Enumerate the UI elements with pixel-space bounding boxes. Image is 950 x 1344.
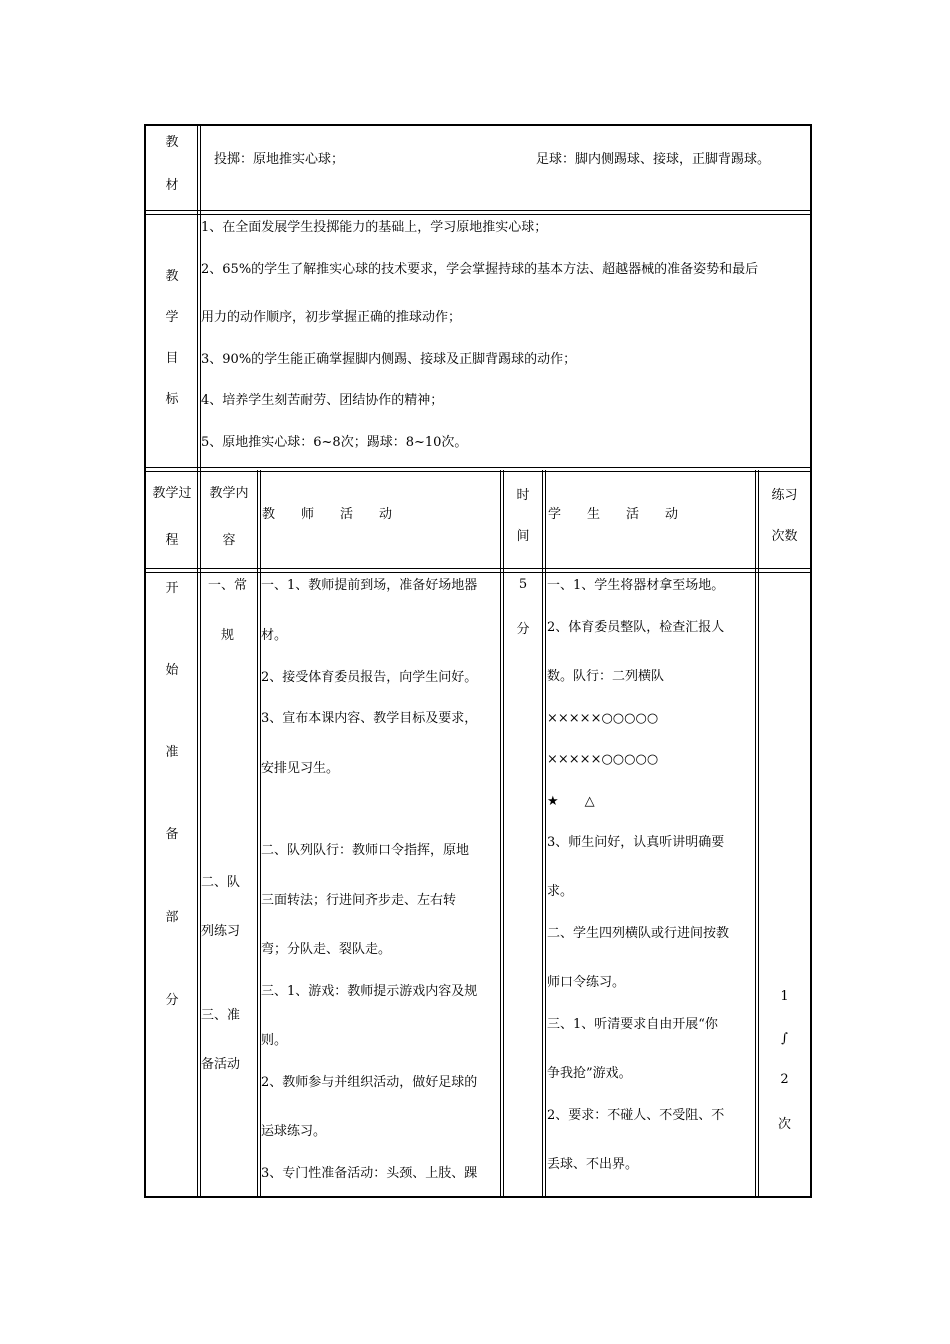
objective-line: 3、90%的学生能正确掌握脚内侧踢、接球及正脚背踢球的动作； xyxy=(201,352,577,367)
process-char: 始 xyxy=(165,663,179,678)
table-frame xyxy=(144,124,812,1198)
count-value: 2 xyxy=(780,1072,789,1087)
student-activity-line: 求。 xyxy=(547,884,574,899)
content-item: 列练习 xyxy=(201,924,241,939)
process-char: 开 xyxy=(165,581,179,596)
row-divider xyxy=(146,210,810,211)
teacher-activity-line: 运球练习。 xyxy=(261,1124,327,1139)
header-time: 时 xyxy=(516,488,530,503)
objectives-header-char: 标 xyxy=(165,392,179,407)
material-soccer-text: 足球：脚内侧踢球、接球，正脚背踢球。 xyxy=(536,152,771,167)
student-activity-line: 二、学生四列横队或行进间按教 xyxy=(547,926,730,941)
material-throw-text: 投掷：原地推实心球； xyxy=(214,152,345,167)
time-value: 5 xyxy=(518,577,528,592)
objective-line: 5、原地推实心球：6~8次；踢球：8~10次。 xyxy=(201,435,468,450)
header-count: 练习 xyxy=(771,488,798,503)
teacher-activity-line: 3、宣布本课内容、教学目标及要求， xyxy=(261,711,478,726)
time-value: 分 xyxy=(516,622,530,637)
student-activity-line: 丢球、不出界。 xyxy=(547,1157,639,1172)
content-item: 三、准 xyxy=(201,1008,241,1023)
student-activity-line: 一、1、学生将器材拿至场地。 xyxy=(547,578,725,593)
col-divider xyxy=(755,470,756,1196)
teacher-activity-line: 弯；分队走、裂队走。 xyxy=(261,942,392,957)
process-char: 准 xyxy=(165,745,179,760)
row-divider xyxy=(146,572,810,573)
header-content: 教学内 xyxy=(209,486,249,501)
count-value: ∫ xyxy=(781,1031,788,1046)
student-formation-line: ×××××○○○○○ xyxy=(547,711,659,726)
row-divider xyxy=(146,214,810,215)
content-item: 备活动 xyxy=(201,1057,241,1072)
student-activity-line: 三、1、听清要求自由开展“你 xyxy=(547,1017,718,1032)
teacher-activity-line: 三、1、游戏：教师提示游戏内容及规 xyxy=(261,984,478,999)
student-activity-line: 3、师生问好，认真听讲明确要 xyxy=(547,835,725,850)
student-activity-line: 数。队行：二列横队 xyxy=(547,669,665,684)
student-activity-line: 2、要求：不碰人、不受阻、不 xyxy=(547,1108,725,1123)
objective-line: 2、65%的学生了解推实心球的技术要求，学会掌握持球的基本方法、超越器械的准备姿势和最后 xyxy=(201,262,759,277)
objective-line: 1、在全面发展学生投掷能力的基础上，学习原地推实心球； xyxy=(201,220,548,235)
process-char: 部 xyxy=(165,910,179,925)
col-divider xyxy=(500,470,501,1196)
row-divider xyxy=(146,467,810,468)
header-count: 次数 xyxy=(771,529,798,544)
teacher-activity-line: 2、教师参与并组织活动，做好足球的 xyxy=(261,1075,478,1090)
col-divider xyxy=(542,470,543,1196)
col-divider xyxy=(257,470,258,1196)
material-header-char: 教 xyxy=(165,135,179,150)
material-header-char: 材 xyxy=(165,178,179,193)
header-process: 教学过 xyxy=(152,486,192,501)
teacher-activity-line: 材。 xyxy=(261,628,288,643)
header-teacher: 教 师 活 动 xyxy=(262,507,393,522)
teacher-activity-line: 则。 xyxy=(261,1033,288,1048)
teacher-activity-line: 2、接受体育委员报告，向学生问好。 xyxy=(261,670,478,685)
objectives-header-char: 目 xyxy=(165,351,179,366)
col-divider xyxy=(200,126,201,1196)
count-value: 次 xyxy=(777,1117,791,1132)
student-activity-line: 师口令练习。 xyxy=(547,975,626,990)
col-divider xyxy=(758,470,759,1196)
objective-line: 4、培养学生刻苦耐劳、团结协作的精神； xyxy=(201,393,444,408)
col-divider xyxy=(545,470,546,1196)
objectives-header-char: 教 xyxy=(165,269,179,284)
student-formation-line: ×××××○○○○○ xyxy=(547,752,659,767)
row-divider xyxy=(146,471,810,472)
teacher-activity-line: 3、专门性准备活动：头颈、上肢、踝 xyxy=(261,1166,478,1181)
student-activity-line: 争我抢”游戏。 xyxy=(547,1066,632,1081)
process-char: 分 xyxy=(165,993,179,1008)
teacher-activity-line: 三面转法；行进间齐步走、左右转 xyxy=(261,893,457,908)
content-item: 二、队 xyxy=(201,875,241,890)
content-item: 规 xyxy=(221,628,235,643)
header-process: 程 xyxy=(165,533,179,548)
teacher-activity-line: 安排见习生。 xyxy=(261,761,340,776)
header-time: 间 xyxy=(516,529,530,544)
content-item: 一、常 xyxy=(208,578,248,593)
objectives-header-char: 学 xyxy=(165,310,179,325)
student-activity-line: 2、体育委员整队，检查汇报人 xyxy=(547,620,725,635)
header-student: 学 生 活 动 xyxy=(548,507,679,522)
teacher-activity-line: 二、队列队行：教师口令指挥，原地 xyxy=(261,843,470,858)
count-value: 1 xyxy=(780,989,789,1004)
process-char: 备 xyxy=(165,827,179,842)
row-divider xyxy=(146,568,810,569)
student-formation-symbols: ★ △ xyxy=(547,794,595,809)
header-content: 容 xyxy=(222,533,236,548)
objective-line: 用力的动作顺序，初步掌握正确的推球动作； xyxy=(201,310,462,325)
teacher-activity-line: 一、1、教师提前到场，准备好场地器 xyxy=(261,578,478,593)
